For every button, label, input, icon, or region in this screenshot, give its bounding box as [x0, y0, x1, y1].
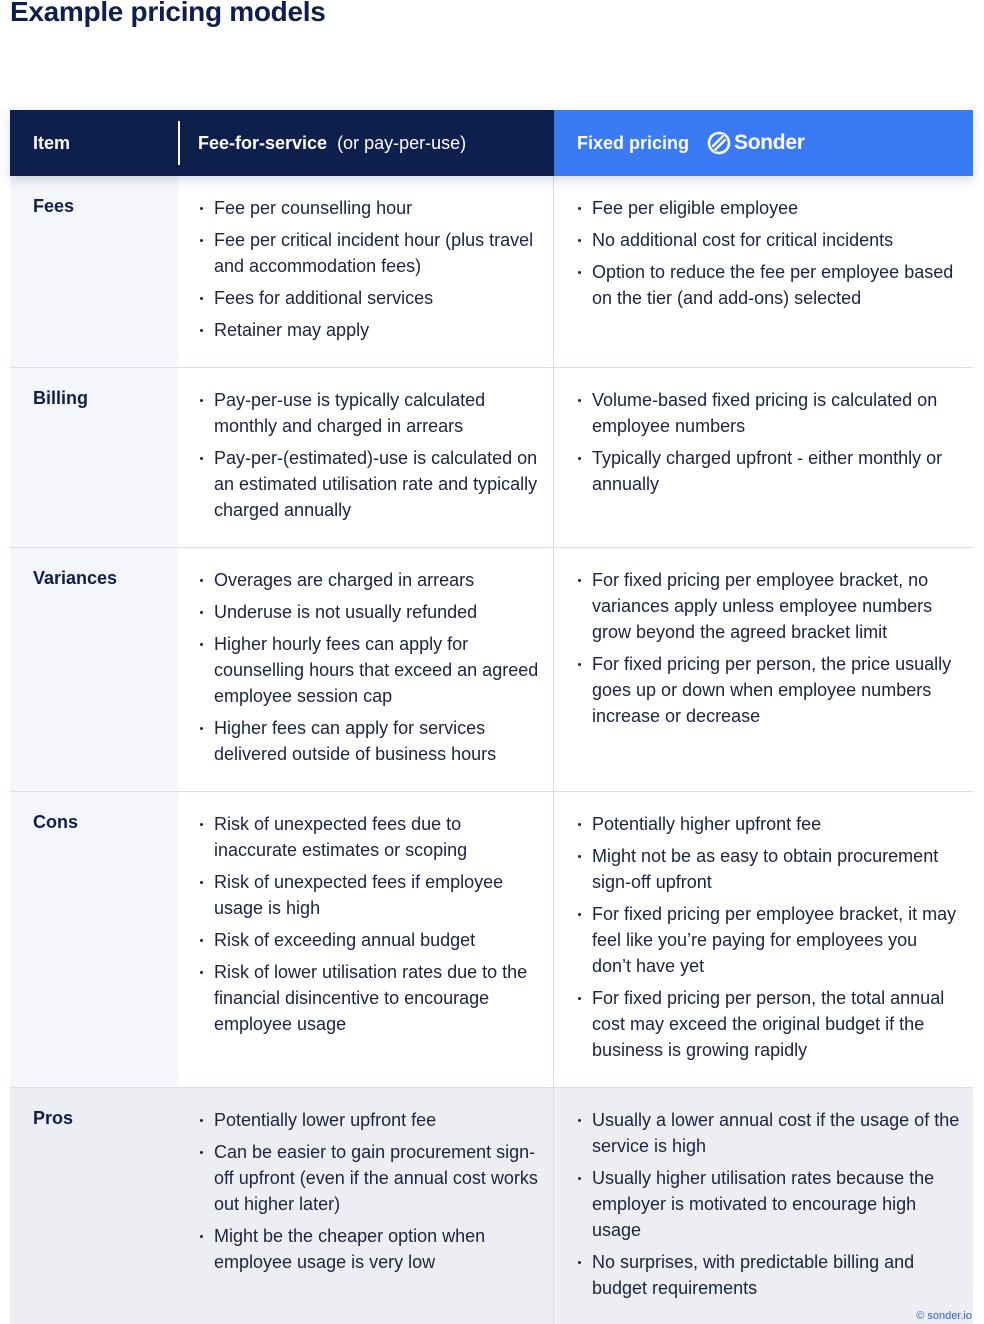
list-item: For fixed pricing per employee bracket, it may feel like you’re paying for employees you don’t have yet [576, 901, 961, 979]
list-item: Overages are charged in arrears [198, 567, 541, 593]
header-item: Item [10, 110, 178, 176]
list-item: Retainer may apply [198, 317, 541, 343]
list-item: Might not be as easy to obtain procurement sign-off upfront [576, 843, 961, 895]
table-row [10, 1088, 973, 1324]
bullet-list [576, 567, 961, 729]
table-body [10, 176, 973, 1324]
list-item: Risk of exceeding annual budget [198, 927, 541, 953]
table-row [10, 368, 973, 548]
header-fee-title: Fee-for-service [198, 132, 328, 153]
bullet-list [576, 1107, 961, 1301]
bullet-list [198, 195, 541, 343]
list-item: Higher fees can apply for services delivered outside of business hours [198, 715, 541, 767]
list-item: Risk of unexpected fees if employee usage is high [198, 869, 541, 921]
table-row [10, 548, 973, 792]
list-item: Can be easier to gain procurement sign-off upfront (even if the annual cost works out higher later) [198, 1139, 541, 1217]
header-fixed-title: Fixed pricing [577, 132, 690, 153]
list-item: Pay-per-(estimated)-use is calculated on an estimated utilisation rate and typically charged annually [198, 445, 541, 523]
fixed-pricing-cell [554, 368, 973, 547]
table-row [10, 176, 973, 368]
fee-for-service-cell [178, 1088, 554, 1324]
list-item: Fee per counselling hour [198, 195, 541, 221]
fee-for-service-cell [178, 176, 554, 367]
bullet-list [198, 1107, 541, 1275]
row-label: Fees [10, 176, 178, 367]
row-label: Pros [10, 1088, 178, 1324]
row-label: Variances [10, 548, 178, 791]
header-fixed-pricing [554, 110, 973, 176]
list-item: Usually higher utilisation rates because the employer is motivated to encourage high usage [576, 1165, 961, 1243]
fixed-pricing-cell [554, 548, 973, 791]
fixed-pricing-cell [554, 176, 973, 367]
list-item: Underuse is not usually refunded [198, 599, 541, 625]
list-item: For fixed pricing per employee bracket, no variances apply unless employee numbers grow beyond the agreed bracket limit [576, 567, 961, 645]
bullet-list [198, 387, 541, 523]
table-header [10, 110, 973, 176]
page-title: Example pricing models [10, 0, 326, 27]
bullet-list [576, 195, 961, 311]
sonder-logo-text: Sonder [734, 131, 805, 154]
fixed-pricing-cell [554, 792, 973, 1087]
header-fee-for-service [178, 110, 554, 176]
bullet-list [576, 811, 961, 1063]
fixed-pricing-cell [554, 1088, 973, 1324]
list-item: Fees for additional services [198, 285, 541, 311]
table-row [10, 792, 973, 1088]
fee-for-service-cell [178, 368, 554, 547]
footer-credit: © sonder.io [916, 1310, 972, 1322]
list-item: Usually a lower annual cost if the usage of the service is high [576, 1107, 961, 1159]
sonder-logo [707, 131, 805, 155]
list-item: Typically charged upfront - either monthly or annually [576, 445, 961, 497]
list-item: No additional cost for critical incidents [576, 227, 961, 253]
bullet-list [198, 567, 541, 767]
list-item: Option to reduce the fee per employee based on the tier (and add-ons) selected [576, 259, 961, 311]
list-item: Risk of unexpected fees due to inaccurate estimates or scoping [198, 811, 541, 863]
bullet-list [198, 811, 541, 1037]
list-item: Volume-based fixed pricing is calculated on employee numbers [576, 387, 961, 439]
list-item: For fixed pricing per person, the total annual cost may exceed the original budget if the business is growing rapidly [576, 985, 961, 1063]
list-item: Pay-per-use is typically calculated monthly and charged in arrears [198, 387, 541, 439]
list-item: Fee per eligible employee [576, 195, 961, 221]
list-item: Fee per critical incident hour (plus travel and accommodation fees) [198, 227, 541, 279]
list-item: For fixed pricing per person, the price usually goes up or down when employee numbers increase or decrease [576, 651, 961, 729]
list-item: Risk of lower utilisation rates due to the financial disincentive to encourage employee usage [198, 959, 541, 1037]
list-item: No surprises, with predictable billing and budget requirements [576, 1249, 961, 1301]
list-item: Higher hourly fees can apply for counselling hours that exceed an agreed employee session cap [198, 631, 541, 709]
pricing-table [10, 110, 973, 1324]
list-item: Might be the cheaper option when employee usage is very low [198, 1223, 541, 1275]
fee-for-service-cell [178, 548, 554, 791]
header-fee-subtitle: (or pay-per-use) [337, 132, 467, 153]
list-item: Potentially higher upfront fee [576, 811, 961, 837]
row-label: Cons [10, 792, 178, 1087]
row-label: Billing [10, 368, 178, 547]
sonder-logo-icon [707, 131, 731, 155]
fee-for-service-cell [178, 792, 554, 1087]
bullet-list [576, 387, 961, 497]
list-item: Potentially lower upfront fee [198, 1107, 541, 1133]
